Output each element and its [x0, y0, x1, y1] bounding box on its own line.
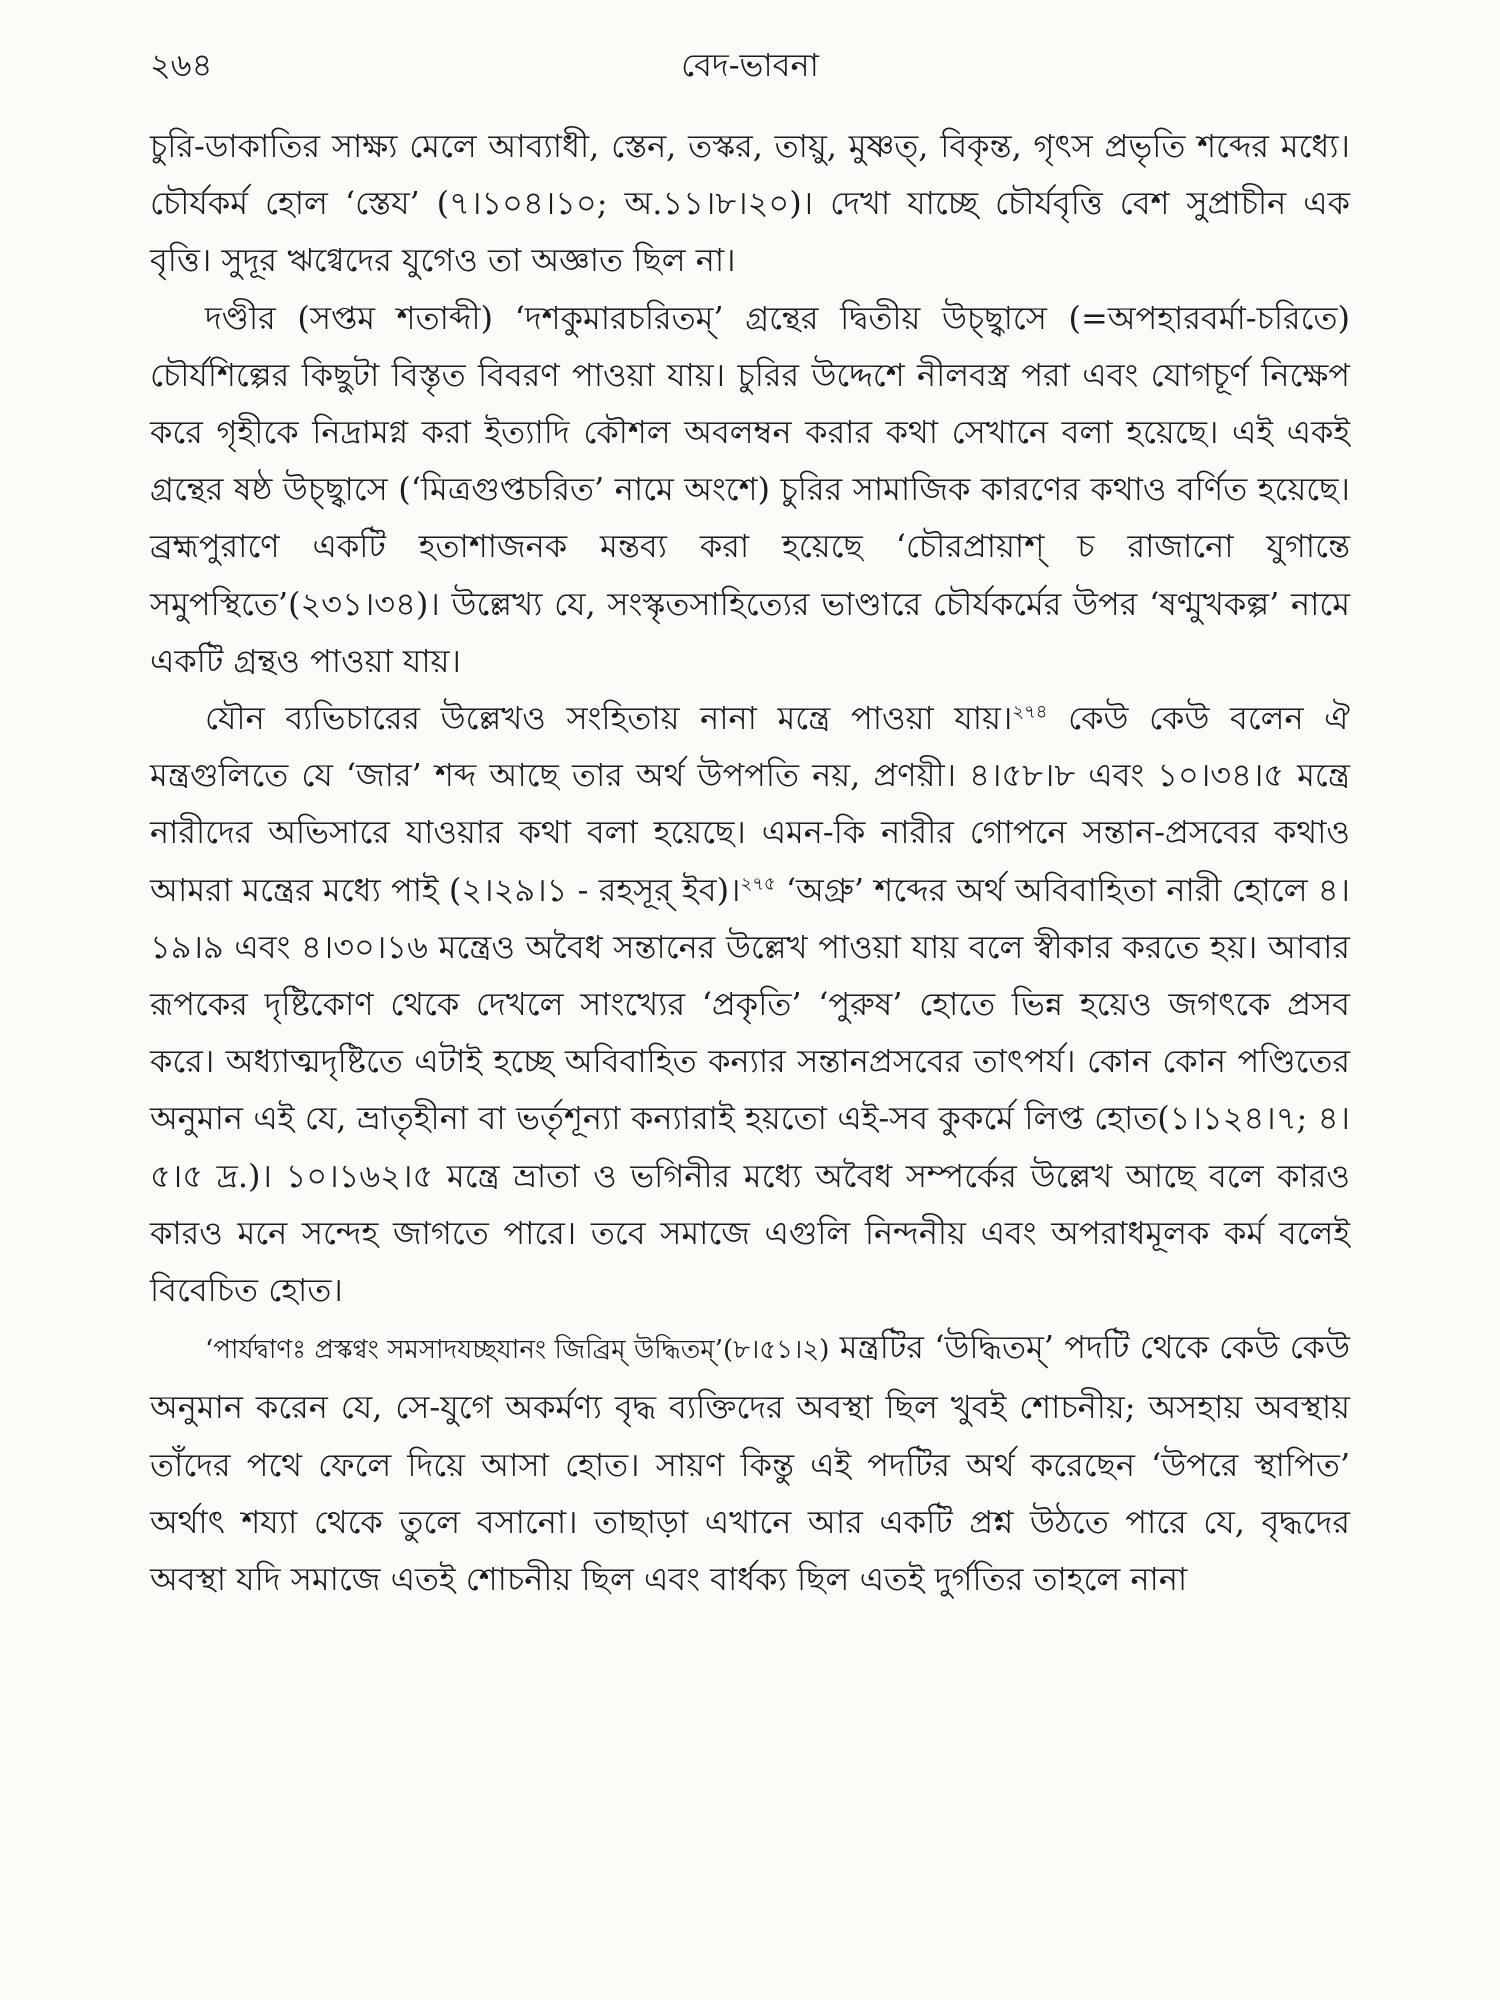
running-title: বেদ-ভাবনা	[681, 46, 819, 84]
page-number: ২৬৪	[150, 46, 213, 84]
paragraph-text: কেউ কেউ বলেন ঐ মন্ত্রগুলিতে যে ‘জার’ শব্দ আছে তার অর্থ উপপতি নয়, প্রণয়ী। ৪।৫৮।৮ এবং ১০।৩৪।৫ মন্ত্রে নারীদের অভিসারে যাওয়ার কথা বলা হয়েছে। এমন-কি নারীর গোপনে সন্তান-প্রসবের কথাও আমরা মন্ত্রের মধ্যে পাই (২।২৯।১ - রহসূর্ ইব)।	[150, 699, 1350, 909]
footnote-ref: ২৭৫	[740, 872, 776, 894]
paragraph-text: ‘অগ্রু’ শব্দের অর্থ অবিবাহিতা নারী হোলে ৪।১৯।৯ এবং ৪।৩০।১৬ মন্ত্রেও অবৈধ সন্তানের উল্লেখ পাওয়া যায় বলে স্বীকার করতে হয়। আবার রূপকের দৃষ্টিকোণ থেকে দেখলে সাংখ্যের ‘প্রকৃতি’ ‘পুরুষ’ হোতে ভিন্ন হয়েও জগৎকে প্রসব করে। অধ্যাত্মদৃষ্টিতে এটাই হচ্ছে অবিবাহিত কন্যার সন্তানপ্রসবের তাৎপর্য। কোন কোন পণ্ডিতের অনুমান এই যে, ভ্রাতৃহীনা বা ভর্তৃশূন্যা কন্যারাই হয়তো এই-সব কুকর্মে লিপ্ত হোত(১।১২৪।৭; ৪।৫।৫ দ্র.)। ১০।১৬২।৫ মন্ত্রে ভ্রাতা ও ভগিনীর মধ্যে অবৈধ সম্পর্কের উল্লেখ আছে বলে কারও কারও মনে সন্দেহ জাগতে পারে। তবে সমাজে এগুলি নিন্দনীয় এবং অপরাধমূলক কর্ম বলেই বিবেচিত হোত।	[150, 870, 1350, 1310]
paragraph-adultery	[150, 690, 1350, 1319]
running-head	[150, 40, 1350, 90]
mantra-quote: ‘পার্যদ্বাণঃ প্রস্কণ্বং সমসাদযচ্ছযানং জিব্রিম্ উদ্ধিতম্’(৮।৫১।২)	[205, 1335, 830, 1366]
paragraph-dashakumaracharita: দণ্ডীর (সপ্তম শতাব্দী) ‘দশকুমারচরিতম্’ গ্রন্থের দ্বিতীয় উচ্ছ্বাসে (=অপহারবর্মা-চরিতে) চৌর্যশিল্পের কিছুটা বিস্তৃত বিবরণ পাওয়া যায়। চুরির উদ্দেশে নীলবস্ত্র পরা এবং যোগচূর্ণ নিক্ষেপ করে গৃহীকে নিদ্রামগ্ন করা ইত্যাদি কৌশল অবলম্বন করার কথা সেখানে বলা হয়েছে। এই একই গ্রন্থের ষষ্ঠ উচ্ছ্বাসে (‘মিত্রগুপ্তচরিত’ নামে অংশে) চুরির সামাজিক কারণের কথাও বর্ণিত হয়েছে। ব্রহ্মপুরাণে একটি হতাশাজনক মন্তব্য করা হয়েছে ‘চৌরপ্রায়াশ্ চ রাজানো যুগান্তে সমুপস্থিতে’(২৩১।৩৪)। উল্লেখ্য যে, সংস্কৃতসাহিত্যের ভাণ্ডারে চৌর্যকর্মের উপর ‘ষণ্মুখকল্প’ নামে একটি গ্রন্থও পাওয়া যায়।	[150, 298, 1350, 680]
footnote-ref: ২৭৪	[1012, 701, 1048, 723]
paragraph-text: যৌন ব্যভিচারের উল্লেখও সংহিতায় নানা মন্ত্রে পাওয়া যায়।	[205, 699, 1013, 738]
paragraph-elderly	[150, 1319, 1350, 1608]
paragraph-theft: চুরি-ডাকাতির সাক্ষ্য মেলে আব্যাধী, স্তেন, তস্কর, তায়ু, মুষ্ণত্, বিকৃন্ত, গৃৎস প্রভৃতি শব্দের মধ্যে। চৌর্যকর্ম হোল ‘স্তেয’ (৭।১০৪।১০; অ.১১।৮।২০)। দেখা যাচ্ছে চৌর্যবৃত্তি বেশ সুপ্রাচীন এক বৃত্তি। সুদূর ঋগ্বেদের যুগেও তা অজ্ঞাত ছিল না।	[150, 127, 1350, 280]
body-text	[150, 118, 1350, 1608]
paragraph-text: মন্ত্রটির ‘উদ্ধিতম্’ পদটি থেকে কেউ কেউ অনুমান করেন যে, সে-যুগে অকর্মণ্য বৃদ্ধ ব্যক্তিদের অবস্থা ছিল খুবই শোচনীয়; অসহায় অবস্থায় তাঁদের পথে ফেলে দিয়ে আসা হোত। সায়ণ কিন্তু এই পদটির অর্থ করেছেন ‘উপরে স্থাপিত’ অর্থাৎ শয্যা থেকে তুলে বসানো। তাছাড়া এখানে আর একটি প্রশ্ন উঠতে পারে যে, বৃদ্ধদের অবস্থা যদি সমাজে এতই শোচনীয় ছিল এবং বার্ধক্য ছিল এতই দুর্গতির তাহলে নানা	[150, 1328, 1350, 1599]
